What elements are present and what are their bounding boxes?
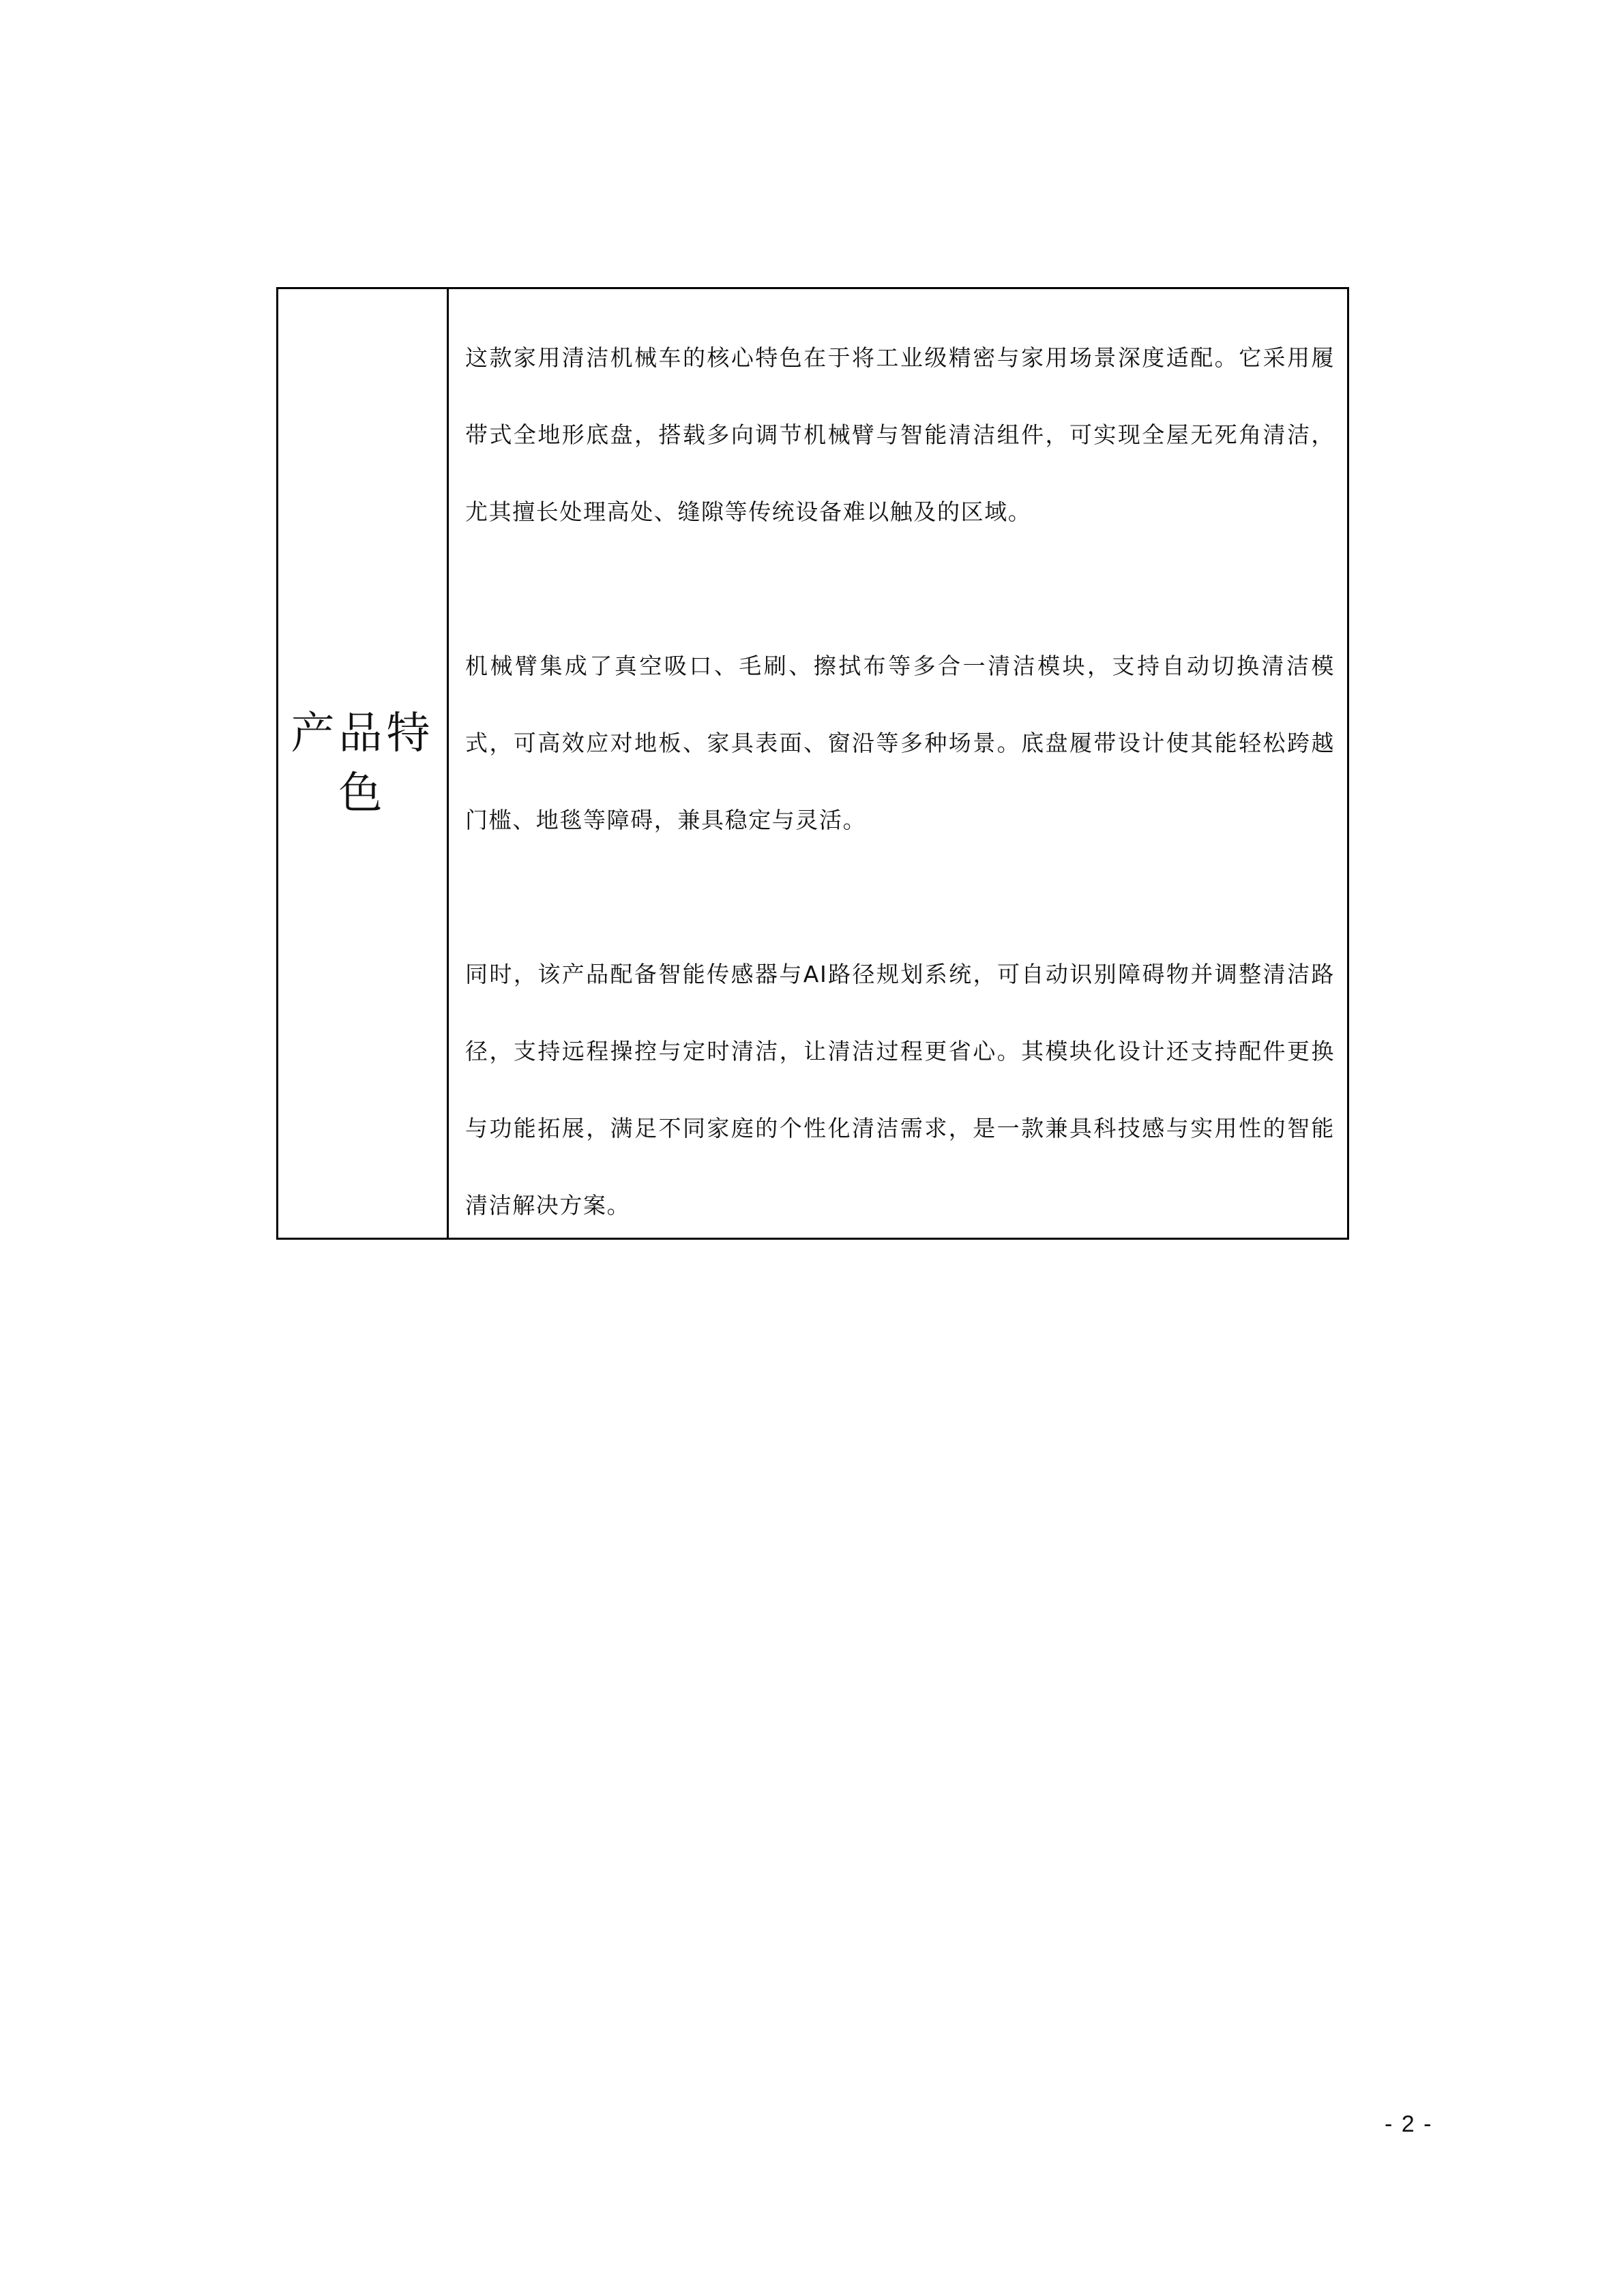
table-content-cell — [449, 289, 1347, 1238]
page-number: - 2 - — [1385, 2111, 1433, 2137]
table-label: 产品特色 — [291, 708, 434, 819]
feature-paragraph-3: 同时，该产品配备智能传感器与AI路径规划系统，可自动识别障碍物并调整清洁路径，支持远程操控与定时清洁，让清洁过程更省心。其模块化设计还支持配件更换与功能拓展，满足不同家庭的个性化清洁需求，是一款兼具科技感与实用性的智能清洁解决方案。 — [465, 961, 1335, 1219]
feature-paragraph-1: 这款家用清洁机械车的核心特色在于将工业级精密与家用场景深度适配。它采用履带式全地形底盘，搭载多向调节机械臂与智能清洁组件，可实现全屋无死角清洁，尤其擅长处理高处、缝隙等传统设备难以触及的区域。 — [465, 344, 1335, 525]
product-feature-table — [276, 287, 1349, 1240]
table-label-cell — [278, 289, 449, 1238]
feature-paragraph-2: 机械臂集成了真空吸口、毛刷、擦拭布等多合一清洁模块，支持自动切换清洁模式，可高效应对地板、家具表面、窗沿等多种场景。底盘履带设计使其能轻松跨越门槛、地毯等障碍，兼具稳定与灵活。 — [465, 653, 1335, 833]
